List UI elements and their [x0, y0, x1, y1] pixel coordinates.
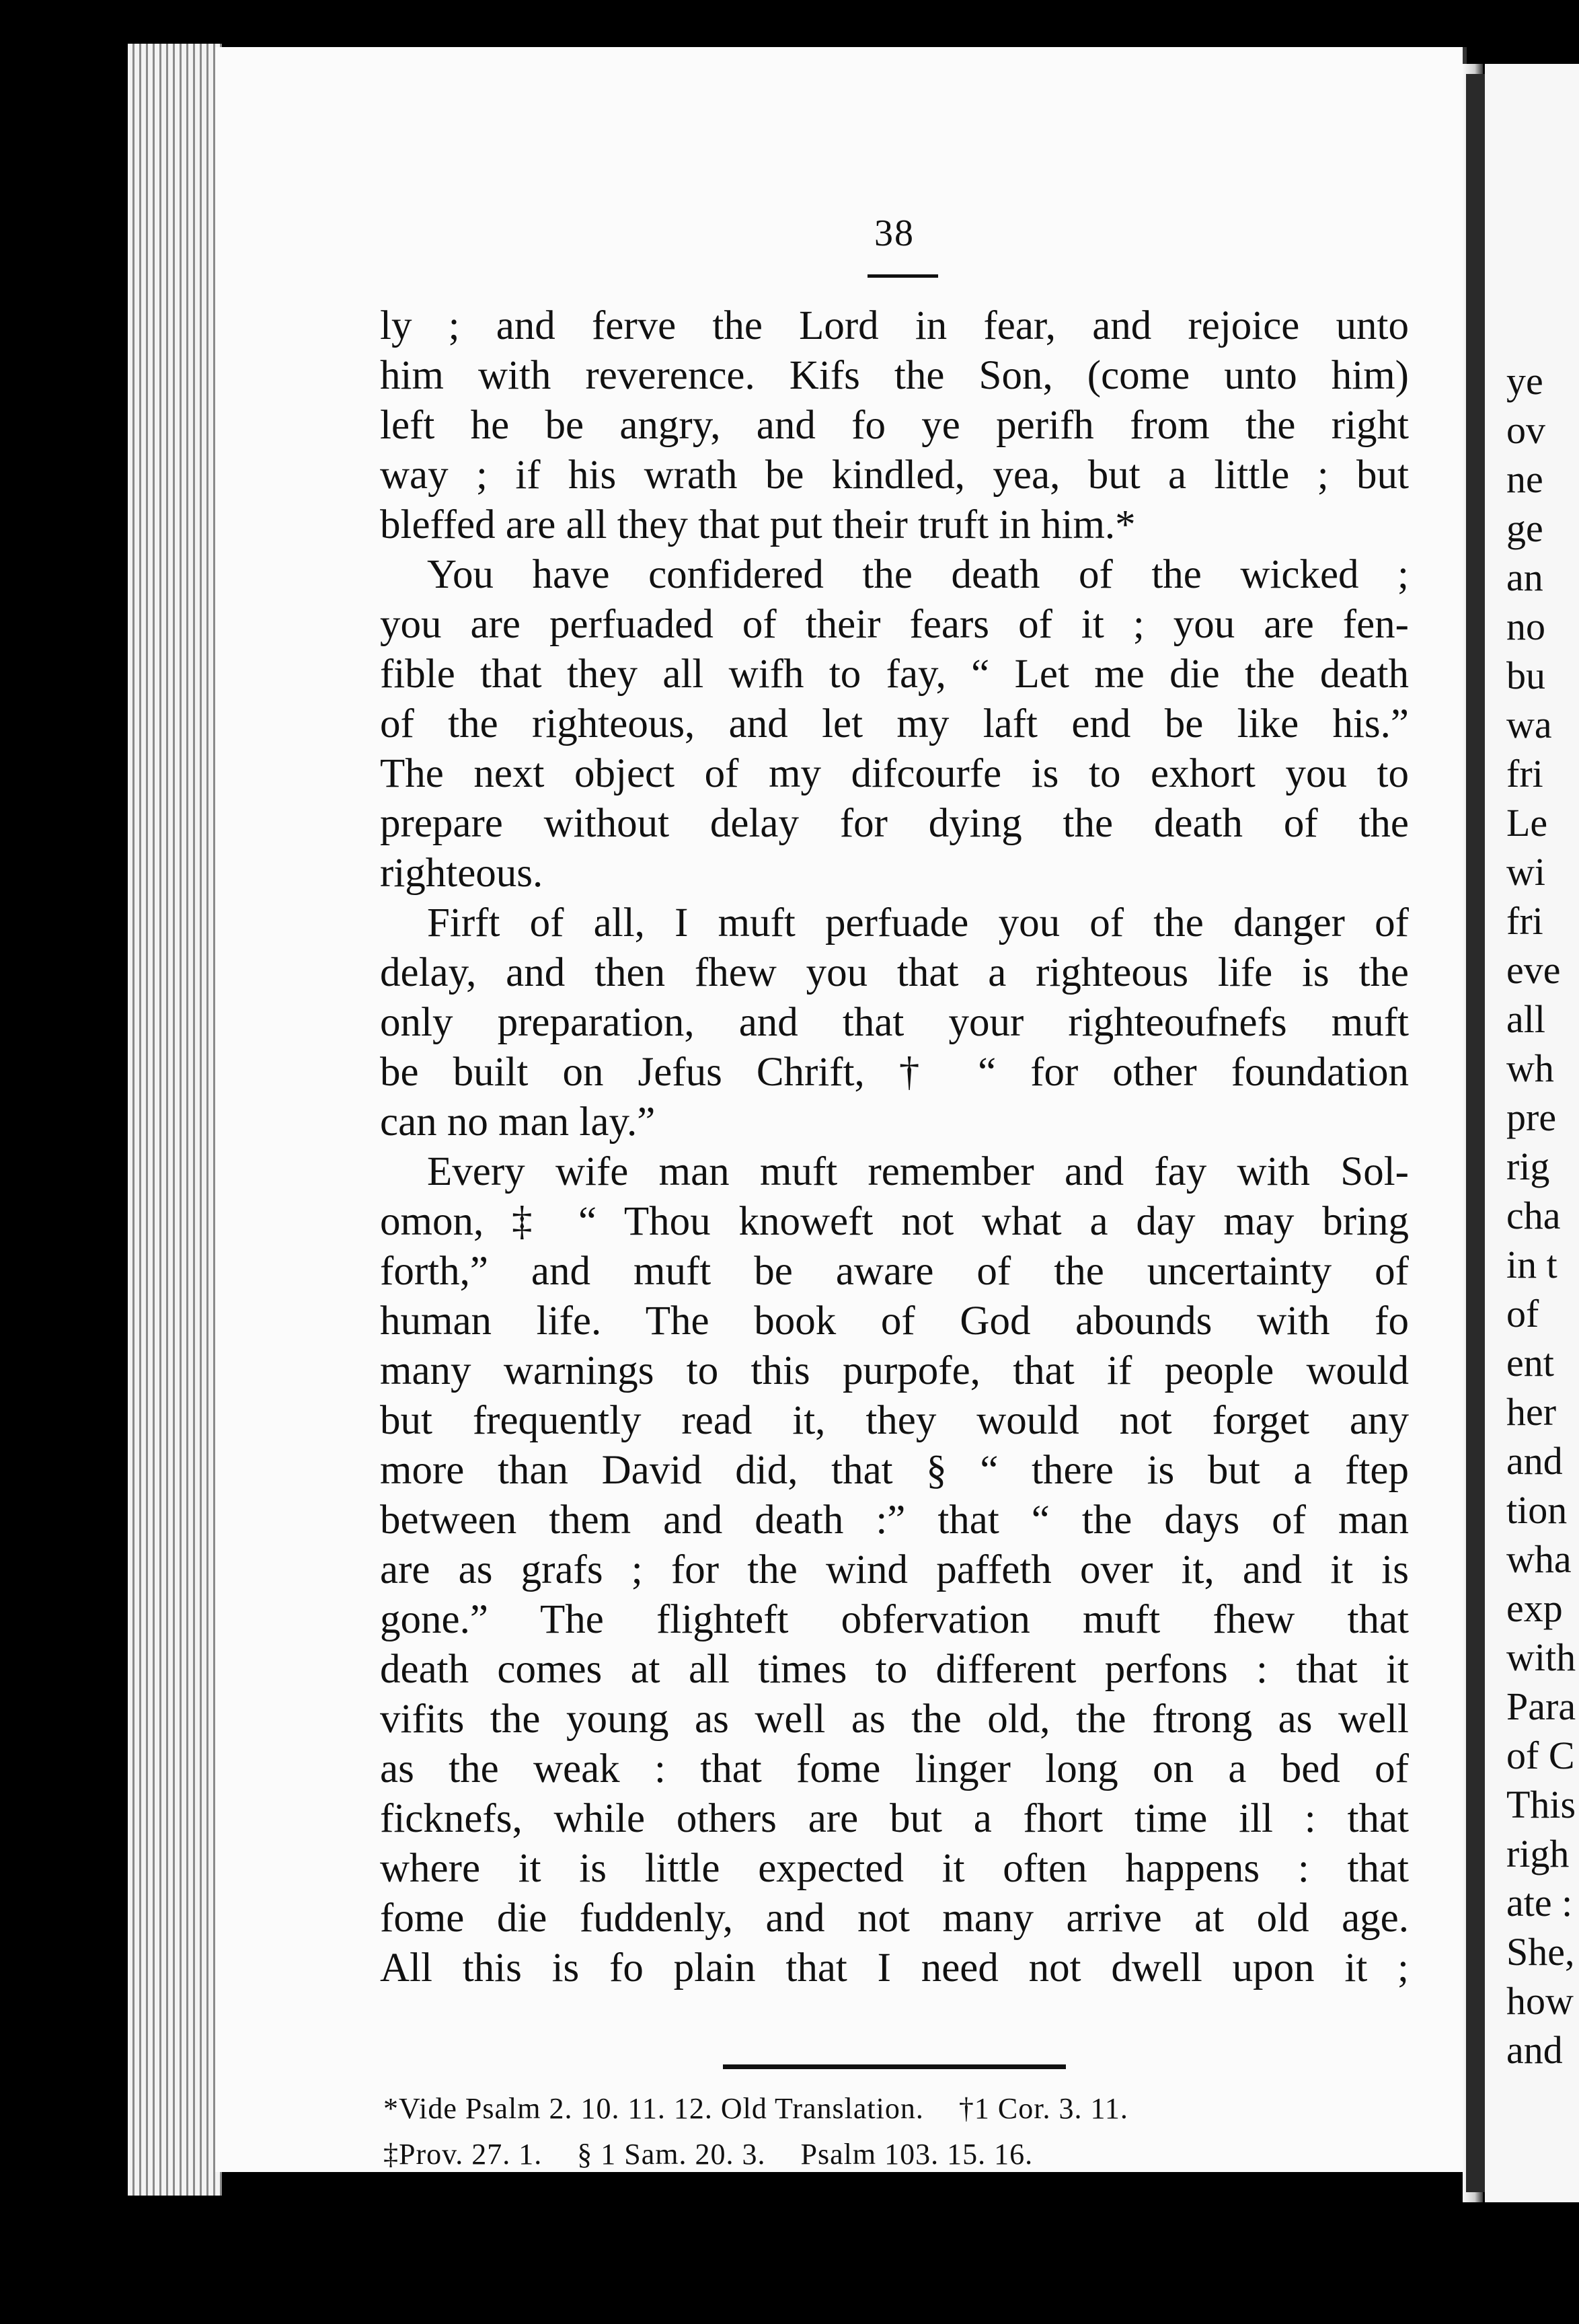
facing-page-fragment: no [1506, 605, 1545, 648]
text-line: You have confidered the death of the wicked ; [427, 552, 1409, 597]
facing-page-fragment: ov [1506, 408, 1545, 452]
text-line: can no man lay.” [380, 1099, 656, 1145]
facing-page-fragment: ne [1506, 457, 1543, 501]
facing-page-fragment: bu [1506, 654, 1545, 697]
text-line: omon, ‡ “ Thou knoweft not what a day may bring [380, 1199, 1409, 1244]
text-line: are as grafs ; for the wind paffeth over it, and it is [380, 1547, 1409, 1592]
facing-page-fragment: and [1506, 1439, 1563, 1483]
facing-page-fragment: wh [1506, 1046, 1554, 1090]
text-line: bleffed are all they that put their truft in him.* [380, 502, 1136, 547]
facing-page-fragment: of C [1506, 1734, 1575, 1777]
footnote-psalm-103: Psalm 103. 15. 16. [800, 2138, 1034, 2171]
text-line: vifits the young as well as the old, the ftrong as well [380, 1697, 1409, 1742]
footnote-samuel: § 1 Sam. 20. 3. [577, 2138, 766, 2171]
text-line: you are perfuaded of their fears of it ; you are fen- [380, 602, 1409, 647]
text-line: death comes at all times to different perfons : that it [380, 1647, 1409, 1692]
footnote-line-2 [383, 2132, 1419, 2177]
facing-page-fragment: wi [1506, 850, 1545, 894]
facing-page-fragment: eve [1506, 948, 1561, 992]
text-line: fible that they all wifh to fay, “ Let me die the death [380, 652, 1409, 697]
facing-page-fragment: and [1506, 2028, 1563, 2072]
text-line: ficknefs, while others are but a fhort time ill : that [380, 1796, 1409, 1841]
text-line: forth,” and muft be aware of the uncertainty of [380, 1249, 1409, 1294]
text-line: many warnings to this purpofe, that if people would [380, 1348, 1409, 1393]
facing-page-fragment: ent [1506, 1341, 1554, 1385]
text-line: gone.” The flighteft obfervation muft fhew that [380, 1597, 1409, 1642]
footnote-psalm: *Vide Psalm 2. 10. 11. 12. Old Translation. [383, 2092, 924, 2125]
footnotes [383, 2086, 1419, 2177]
facing-page-fragment: pre [1506, 1095, 1557, 1139]
facing-page-fragment: Para [1506, 1684, 1576, 1728]
text-line: The next object of my difcourfe is to exhort you to [380, 751, 1409, 796]
page-number: 38 [874, 212, 915, 254]
text-line: Every wife man muft remember and fay with Sol- [427, 1149, 1409, 1194]
facing-page-fragment: wa [1506, 703, 1552, 746]
text-line: ly ; and ferve the Lord in fear, and rejoice unto [380, 303, 1409, 348]
facing-page-fragment: in t [1506, 1243, 1557, 1286]
facing-page-fragment: ate : [1506, 1881, 1573, 1925]
facing-page-fragment: all [1506, 997, 1545, 1041]
text-line: between them and death :” that “ the days of man [380, 1498, 1409, 1543]
text-line: Firft of all, I muft perfuade you of the danger of [427, 900, 1409, 945]
text-line: fome die fuddenly, and not many arrive at old age. [380, 1896, 1409, 1941]
facing-page-fragment: rig [1506, 1145, 1550, 1188]
book-spine [1466, 74, 1485, 2192]
page-edges [128, 44, 222, 2196]
text-line: delay, and then fhew you that a righteous life is the [380, 950, 1409, 995]
facing-page-fragment: of [1506, 1292, 1539, 1335]
text-line: human life. The book of God abounds with fo [380, 1299, 1409, 1344]
text-line: All this is fo plain that I need not dwell upon it ; [380, 1945, 1409, 1990]
text-line: but frequently read it, they would not forget any [380, 1398, 1409, 1443]
text-line: only preparation, and that your righteoufnefs muft [380, 1000, 1409, 1045]
facing-page-fragment: with [1506, 1635, 1576, 1679]
facing-page-fragment: how [1506, 1979, 1574, 2023]
text-line: be built on Jefus Chrift, † “ for other foundation [380, 1050, 1409, 1095]
footnote-proverbs: ‡Prov. 27. 1. [383, 2138, 543, 2171]
facing-page-fragment: an [1506, 555, 1543, 599]
facing-page-fragment: fri [1506, 899, 1543, 943]
facing-page-fragment: ge [1506, 506, 1543, 550]
facing-page-fragment: She, [1506, 1930, 1575, 1974]
text-line: way ; if his wrath be kindled, yea, but a little ; but [380, 453, 1409, 498]
footnote-rule [723, 2064, 1066, 2069]
facing-page-fragment: fri [1506, 752, 1543, 796]
facing-page-fragment: exp [1506, 1586, 1563, 1630]
facing-page-fragment: This [1506, 1783, 1576, 1826]
facing-page-fragment: tion [1506, 1488, 1568, 1532]
text-line: where it is little expected it often happens : that [380, 1846, 1409, 1891]
facing-page-fragment: Le [1506, 801, 1548, 845]
text-line: of the righteous, and let my laft end be like his.” [380, 701, 1409, 746]
facing-page-fragment: wha [1506, 1537, 1572, 1581]
footnote-corinthians: †1 Cor. 3. 11. [958, 2092, 1128, 2125]
footnote-line-1 [383, 2086, 1419, 2132]
facing-page-fragment: ye [1506, 359, 1543, 403]
facing-page-fragment: righ [1506, 1832, 1570, 1875]
text-line: as the weak : that fome linger long on a bed of [380, 1746, 1409, 1791]
header-rule [868, 274, 938, 278]
text-line: righteous. [380, 851, 543, 896]
text-line: more than David did, that § “ there is but a ftep [380, 1448, 1409, 1493]
text-line: him with reverence. Kifs the Son, (come unto him) [380, 353, 1409, 398]
text-line: left he be angry, and fo ye perifh from the right [380, 403, 1409, 448]
facing-page-text [1506, 356, 1579, 2075]
facing-page-fragment: her [1506, 1390, 1557, 1434]
facing-page-fragment: cha [1506, 1194, 1561, 1237]
text-line: prepare without delay for dying the death of the [380, 801, 1409, 846]
body-text [380, 301, 1409, 1993]
